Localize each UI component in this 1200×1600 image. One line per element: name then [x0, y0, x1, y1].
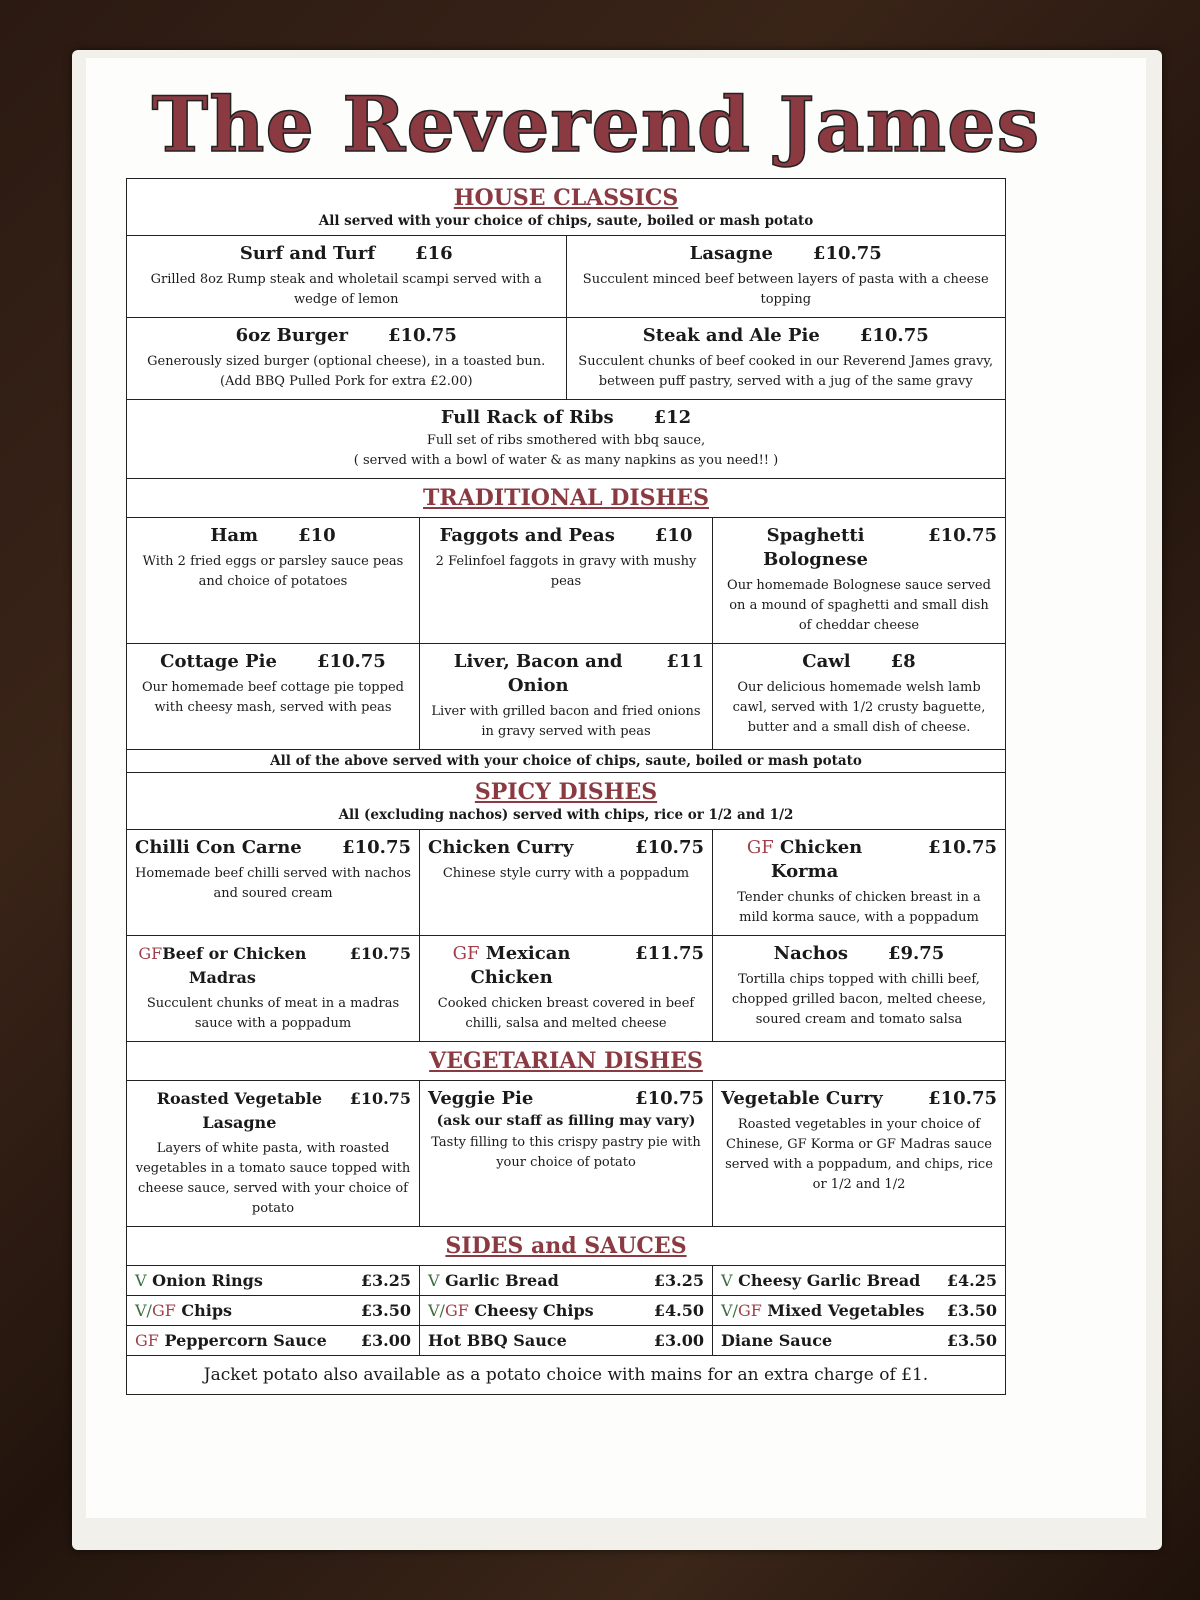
side-price: £4.25 — [946, 1271, 997, 1290]
side-item — [713, 1296, 1005, 1325]
item-name: Vegetable Curry — [721, 1088, 883, 1109]
side-name: Onion Rings — [152, 1271, 263, 1290]
item-desc: Roasted vegetables in your choice of Chinese, GF Korma or GF Madras sauce served with a poppadum, and chips, rice or 1/2 and 1/2 — [725, 1117, 993, 1192]
item-price: £10 — [654, 525, 693, 546]
menu-item — [713, 830, 1005, 935]
side-name: Garlic Bread — [445, 1271, 559, 1290]
side-name: Peppercorn Sauce — [164, 1331, 327, 1350]
item-subnote: (ask our staff as filling may vary) — [436, 1113, 696, 1129]
item-name: Liver, Bacon and Onion — [453, 651, 623, 696]
item-name: Nachos — [773, 943, 848, 964]
section-title: SPICY DISHES — [474, 779, 658, 805]
item-desc-extra: ( served with a bowl of water & as many napkins as you need!! ) — [353, 453, 779, 468]
menu-item — [127, 318, 567, 399]
item-price: £10.75 — [635, 837, 704, 858]
gf-tag: GF — [151, 1301, 176, 1320]
traditional-note: All of the above served with your choice of chips, saute, boiled or mash potato — [127, 749, 1005, 772]
item-desc: Tortilla chips topped with chilli beef, chopped grilled bacon, melted cheese, soured cream and tomato salsa — [731, 972, 987, 1027]
item-name: Full Rack of Ribs — [440, 407, 614, 428]
item-desc: Succulent minced beef between layers of pasta with a cheese topping — [582, 272, 989, 307]
item-desc: Tender chunks of chicken breast in a mild korma sauce, with a poppadum — [737, 890, 981, 925]
item-price: £10.75 — [349, 944, 411, 963]
side-name: Cheesy Garlic Bread — [738, 1271, 921, 1290]
side-name: Cheesy Chips — [474, 1301, 594, 1320]
side-item — [713, 1266, 1005, 1295]
item-price: £10.75 — [928, 525, 997, 546]
item-price: £16 — [415, 243, 453, 264]
side-item — [420, 1326, 713, 1355]
item-name: Cawl — [802, 651, 851, 672]
menu-item — [567, 236, 1006, 317]
side-price: £4.50 — [653, 1301, 704, 1320]
section-title: HOUSE CLASSICS — [453, 185, 679, 211]
side-price: £3.25 — [360, 1271, 411, 1290]
menu-item — [713, 518, 1005, 643]
v-tag: V/ — [721, 1301, 738, 1320]
side-name: Chips — [181, 1301, 233, 1320]
menu-item — [127, 936, 420, 1041]
item-price: £8 — [890, 651, 916, 672]
item-name: Steak and Ale Pie — [642, 325, 820, 346]
side-price: £3.50 — [360, 1301, 411, 1320]
menu-item — [713, 936, 1005, 1041]
item-desc: Chinese style curry with a poppadum — [442, 866, 690, 881]
item-desc: Generously sized burger (optional cheese), in a toasted bun. (Add BBQ Pulled Pork for extra £2.00) — [147, 354, 546, 389]
section-note: All (excluding nachos) served with chips, rice or 1/2 and 1/2 — [338, 807, 794, 823]
spicy-section — [126, 772, 1006, 1041]
v-tag: V — [428, 1271, 440, 1290]
menu-item — [127, 236, 567, 317]
menu-footer-note: Jacket potato also available as a potato choice with mains for an extra charge of £1. — [127, 1355, 1005, 1394]
gf-tag: GF — [452, 943, 480, 964]
item-price: £10.75 — [812, 243, 882, 264]
menu-item — [420, 936, 713, 1041]
item-price: £10.75 — [928, 1088, 997, 1109]
side-name: Hot BBQ Sauce — [428, 1331, 567, 1350]
item-name: Roasted Vegetable Lasagne — [156, 1089, 323, 1132]
item-desc: Layers of white pasta, with roasted vegetables in a tomato sauce topped with cheese sauce, served with your choice of potato — [135, 1141, 411, 1216]
item-name: Chicken Curry — [428, 837, 574, 858]
menu-item — [420, 830, 713, 935]
item-desc: Our homemade Bolognese sauce served on a mound of spaghetti and small dish of cheddar cheese — [727, 578, 991, 633]
menu-item — [127, 1081, 420, 1226]
sides-section — [126, 1226, 1006, 1395]
side-price: £3.00 — [653, 1331, 704, 1350]
item-price: £11.75 — [635, 943, 704, 964]
side-price: £3.25 — [653, 1271, 704, 1290]
menu-item — [420, 518, 713, 643]
menu-item — [567, 318, 1006, 399]
v-tag: V/ — [428, 1301, 445, 1320]
traditional-section — [126, 478, 1006, 772]
section-title: TRADITIONAL DISHES — [423, 485, 709, 511]
item-price: £10.75 — [859, 325, 929, 346]
item-desc: Succulent chunks of beef cooked in our Reverend James gravy, between puff pastry, served with a jug of the same gravy — [578, 354, 994, 389]
restaurant-title: The Reverend James — [151, 80, 1041, 169]
menu-item — [127, 830, 420, 935]
item-name: Chilli Con Carne — [135, 837, 302, 858]
side-name: Diane Sauce — [721, 1331, 833, 1350]
section-title: SIDES and SAUCES — [445, 1233, 687, 1259]
menu-paper — [86, 58, 1146, 1518]
item-name: Mexican Chicken — [470, 943, 571, 988]
item-price: £10.75 — [387, 325, 457, 346]
gf-tag: GF — [138, 944, 163, 963]
side-item — [713, 1326, 1005, 1355]
item-desc: Tasty filling to this crispy pastry pie with your choice of potato — [431, 1135, 701, 1170]
menu-item — [127, 644, 420, 749]
item-name: Veggie Pie — [428, 1088, 534, 1109]
side-item — [127, 1266, 420, 1295]
menu-item — [713, 644, 1005, 749]
gf-tag: GF — [737, 1301, 762, 1320]
item-price: £9.75 — [887, 943, 945, 964]
section-note: All served with your choice of chips, saute, boiled or mash potato — [318, 213, 814, 229]
item-price: £10.75 — [349, 1089, 411, 1108]
item-desc: With 2 fried eggs or parsley sauce peas and choice of potatoes — [142, 554, 404, 589]
item-desc: Homemade beef chilli served with nachos and soured cream — [135, 866, 411, 901]
v-tag: V — [721, 1271, 733, 1290]
item-desc: Grilled 8oz Rump steak and wholetail scampi served with a wedge of lemon — [150, 272, 542, 307]
item-name: Surf and Turf — [239, 243, 376, 264]
item-price: £11 — [666, 651, 704, 672]
item-name: 6oz Burger — [235, 325, 348, 346]
item-price: £10 — [298, 525, 336, 546]
side-item — [420, 1296, 713, 1325]
item-price: £10.75 — [928, 837, 997, 858]
item-desc: Cooked chicken breast covered in beef chilli, salsa and melted cheese — [437, 996, 695, 1031]
item-price: £10.75 — [316, 651, 386, 672]
menu-item — [127, 400, 1005, 478]
item-desc: Our delicious homemade welsh lamb cawl, served with 1/2 crusty baguette, butter and a small dish of cheese. — [732, 680, 986, 735]
menu-item — [713, 1081, 1005, 1226]
item-price: £10.75 — [342, 837, 411, 858]
item-name: Spaghetti Bolognese — [763, 525, 868, 570]
item-name: Lasagne — [689, 243, 773, 264]
menu-item — [127, 518, 420, 643]
side-item — [127, 1296, 420, 1325]
item-name: Faggots and Peas — [439, 525, 615, 546]
side-name: Mixed Vegetables — [767, 1301, 925, 1320]
menu-table — [126, 178, 1006, 1395]
section-title: VEGETARIAN DISHES — [429, 1048, 703, 1074]
item-desc: 2 Felinfoel faggots in gravy with mushy peas — [435, 554, 697, 589]
gf-tag: GF — [746, 837, 774, 858]
item-name: Cottage Pie — [160, 651, 277, 672]
item-name: Ham — [210, 525, 259, 546]
side-item — [420, 1266, 713, 1295]
item-price: £12 — [653, 407, 692, 428]
side-price: £3.00 — [360, 1331, 411, 1350]
item-name: Chicken Korma — [770, 837, 863, 882]
side-item — [127, 1326, 420, 1355]
item-desc: Full set of ribs smothered with bbq sauce, — [426, 433, 706, 448]
house-classics-section — [126, 178, 1006, 478]
side-price: £3.50 — [946, 1331, 997, 1350]
item-desc: Our homemade beef cottage pie topped with cheesy mash, served with peas — [142, 680, 404, 715]
v-tag: V — [135, 1271, 147, 1290]
vegetarian-section — [126, 1041, 1006, 1226]
v-tag: V/ — [135, 1301, 152, 1320]
item-desc: Liver with grilled bacon and fried onions in gravy served with peas — [431, 704, 701, 739]
item-price: £10.75 — [635, 1088, 704, 1109]
side-price: £3.50 — [946, 1301, 997, 1320]
item-name: Beef or Chicken Madras — [162, 944, 307, 987]
menu-item — [420, 1081, 713, 1226]
menu-item — [420, 644, 713, 749]
gf-tag: GF — [444, 1301, 469, 1320]
gf-tag: GF — [135, 1331, 159, 1350]
item-desc: Succulent chunks of meat in a madras sauce with a poppadum — [146, 996, 400, 1031]
